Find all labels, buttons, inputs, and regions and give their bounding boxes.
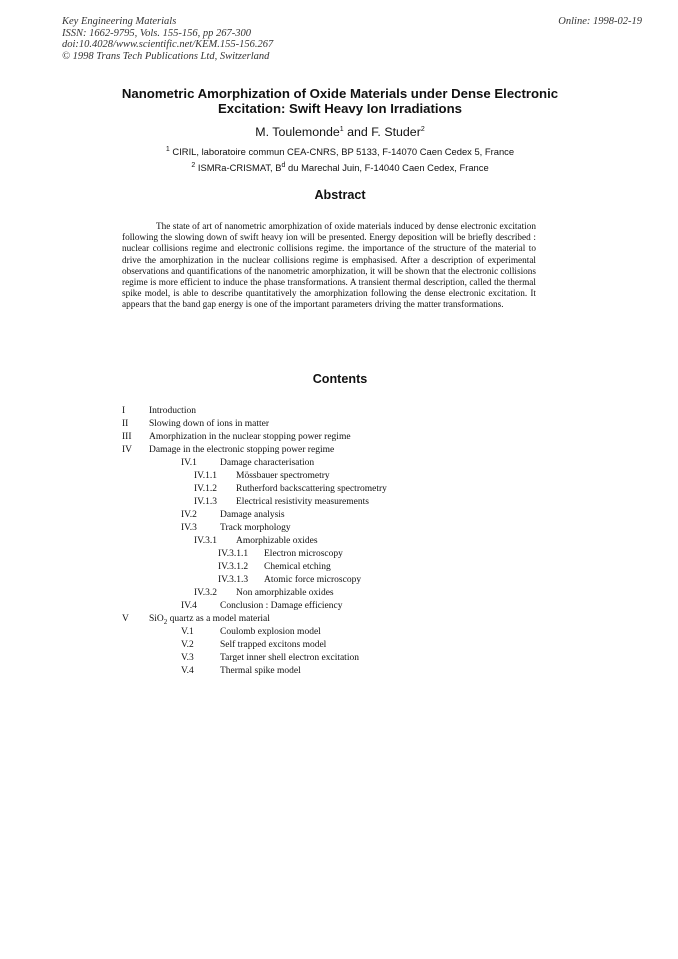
affiliation-1: [60, 146, 620, 157]
author-conjunction: and: [343, 125, 372, 139]
journal-name: Key Engineering Materials: [62, 16, 177, 27]
affiliation-1-text: CIRIL, laboratoire commun CEA-CNRS, BP 5133, F-14070 Caen Cedex 5, France: [169, 146, 515, 157]
toc-number: V.1: [181, 627, 194, 637]
toc-number: III: [122, 432, 132, 442]
toc-label: [149, 613, 270, 625]
affiliation-2-mark: 2: [191, 161, 196, 169]
toc-label: Thermal spike model: [220, 666, 301, 676]
toc-number: IV.4: [181, 601, 197, 611]
affiliation-1-mark: 1: [165, 145, 170, 153]
toc-label-formula: SiO: [149, 614, 164, 624]
toc-number: II: [122, 419, 129, 429]
authors: [60, 125, 620, 139]
toc-number: IV.3.1.1: [218, 549, 249, 559]
toc-number: IV.3.1.2: [218, 562, 249, 572]
toc-label: Damage analysis: [220, 510, 285, 520]
toc-number: IV.3: [181, 523, 197, 533]
abstract-body: The state of art of nanometric amorphization of oxide materials induced by dense electronic excitation following the slowing down of swift heavy ion will be presented. Energy deposition will be briefly described : nuclear collisions regime and electronic collisions regime. the importance of the structure of the material to drive the amorphization in the nuclear collisions regime is emphasised. After a description of experimental observations and quantifications of the nanometric amorphization, it will be shown that the electronic collisions regime is more efficient to induce the phase transformations. A transient thermal description, called the thermal spike model, is able to describe quantitatively the amorphization following the dense electronic excitation. It appears that the band gap energy is one of the important parameters driving the matter transformations.: [122, 222, 536, 311]
title-line-1: Nanometric Amorphization of Oxide Materials under Dense Electronic: [121, 86, 559, 101]
doi-line: doi:10.4028/www.scientific.net/KEM.155-156.267: [62, 39, 274, 50]
author-2-affiliation-mark: 2: [420, 125, 425, 133]
toc-label-subscript: 2: [163, 617, 168, 626]
toc-number: V: [122, 614, 129, 624]
toc-number: IV: [122, 445, 133, 455]
contents-heading: Contents: [312, 372, 368, 386]
toc-number: IV.1.1: [194, 471, 218, 481]
toc-number: IV.3.2: [194, 588, 218, 598]
toc-number: IV.3.1: [194, 536, 218, 546]
toc-label: Slowing down of ions in matter: [149, 419, 270, 429]
abstract-heading: Abstract: [314, 188, 366, 202]
copyright-line: © 1998 Trans Tech Publications Ltd, Switzerland: [62, 50, 270, 62]
author-1: M. Toulemonde: [255, 125, 340, 139]
toc-label: Amorphization in the nuclear stopping power regime: [149, 432, 351, 442]
toc-label: Introduction: [149, 406, 196, 416]
author-1-affiliation-mark: 1: [339, 125, 344, 133]
toc-number: V.4: [181, 666, 194, 676]
toc-number: IV.1.2: [194, 484, 218, 494]
title-line-2: Excitation: Swift Heavy Ion Irradiations: [217, 101, 463, 116]
toc-number: IV.1: [181, 458, 197, 468]
affiliation-2-text-b: du Marechal Juin, F-14040 Caen Cedex, France: [285, 162, 489, 173]
toc-label: Track morphology: [220, 523, 291, 533]
affiliation-2: [60, 162, 620, 173]
toc-label-rest: quartz as a model material: [167, 614, 270, 624]
online-date: Online: 1998-02-19: [558, 16, 642, 27]
toc-label: Rutherford backscattering spectrometry: [236, 484, 387, 494]
journal-header: [62, 16, 273, 62]
toc-label: Damage in the electronic stopping power regime: [149, 445, 335, 455]
issn-line: ISSN: 1662-9795, Vols. 155-156, pp 267-300: [62, 27, 251, 39]
toc-label: Electron microscopy: [264, 549, 343, 559]
toc-label: Amorphizable oxides: [236, 536, 318, 546]
affiliation-2-text-a: ISMRa-CRISMAT, B: [195, 162, 282, 173]
toc-label: Self trapped excitons model: [220, 640, 327, 650]
toc-number: IV.1.3: [194, 497, 218, 507]
paper-title: [60, 86, 620, 116]
toc-number: IV.2: [181, 510, 197, 520]
toc-number: IV.3.1.3: [218, 575, 249, 585]
toc-label: Mössbauer spectrometry: [236, 471, 330, 481]
toc-label: Target inner shell electron excitation: [220, 653, 359, 663]
toc-label: Electrical resistivity measurements: [236, 497, 369, 507]
toc-label: Conclusion : Damage efficiency: [220, 601, 343, 611]
toc-label: Coulomb explosion model: [220, 627, 321, 637]
toc-number: V.3: [181, 653, 194, 663]
toc-number: V.2: [181, 640, 194, 650]
toc-label: Atomic force microscopy: [264, 575, 362, 585]
affiliation-2-boulevard-sup: d: [281, 161, 286, 169]
toc-number: I: [122, 406, 126, 416]
author-2: F. Studer: [371, 125, 421, 139]
toc-label: Non amorphizable oxides: [236, 588, 334, 598]
toc-label: Chemical etching: [264, 562, 331, 572]
toc-label: Damage characterisation: [220, 458, 315, 468]
